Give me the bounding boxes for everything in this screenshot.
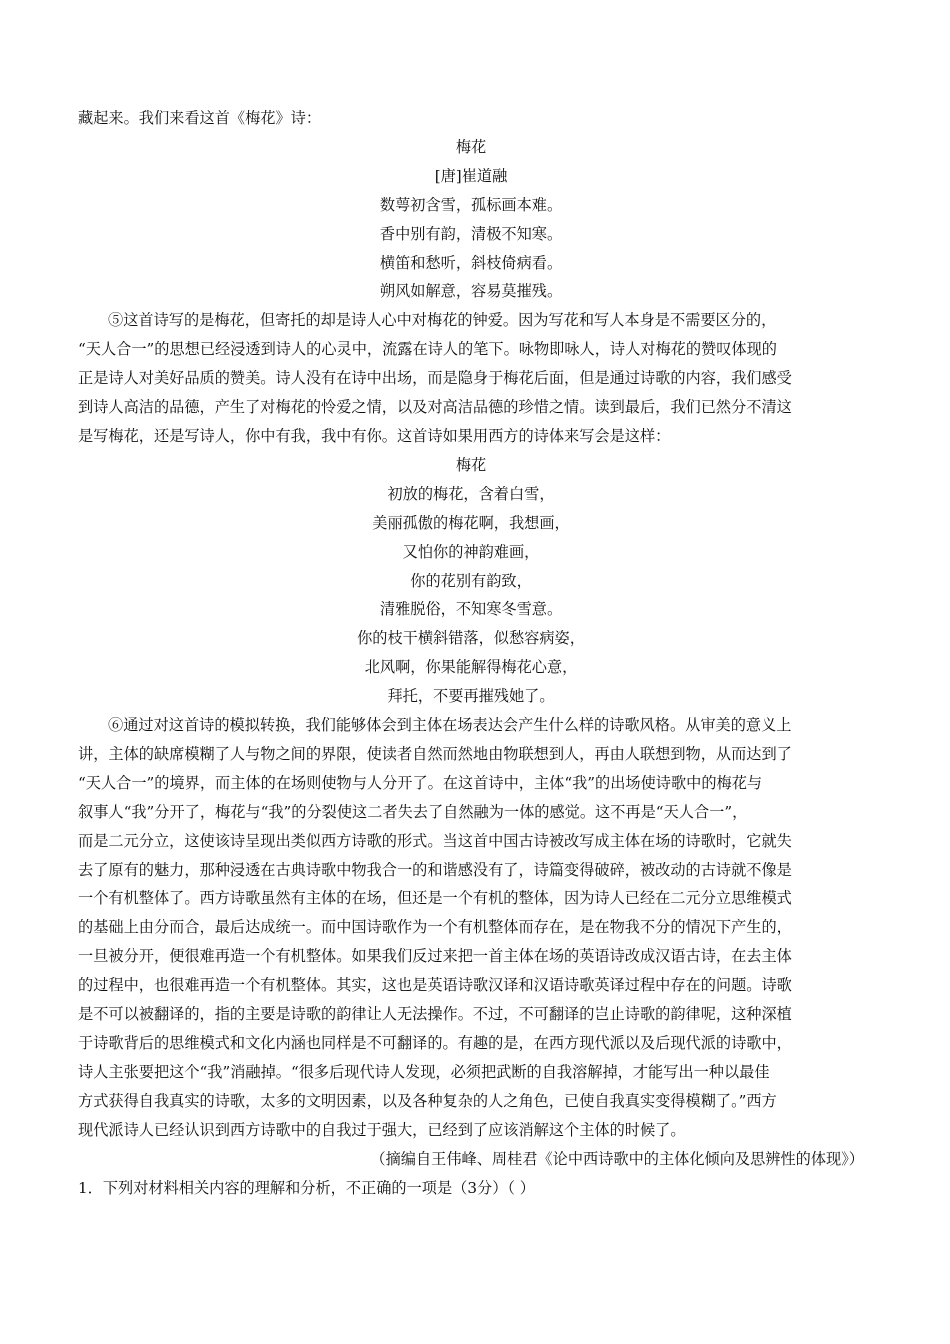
source-citation: （摘编自王伟峰、周桂君《论中西诗歌中的主体化倾向及思辨性的体现》） [370,1149,864,1168]
paragraph-line: 叙事人“我”分开了，梅花与“我”的分裂使这二者失去了自然融为一体的感觉。这不再是“天人合一”， [78,802,748,821]
poem-line: 数萼初含雪，孤标画本难。 [379,195,563,214]
poem-line: 香中别有韵，清极不知寒。 [379,224,563,243]
paragraph-line: 一旦被分开，便很难再造一个有机整体。如果我们反过来把一首主体在场的英语诗改成汉语古诗，在去主体 [78,947,792,966]
paragraph-line: 一个有机整体了。西方诗歌虽然有主体的在场，但还是一个有机的整体，因为诗人已经在二元分立思维模式 [78,889,792,908]
poem-line: 又怕你的神韵难画， [402,542,540,561]
paragraph-line: ⑤这首诗写的是梅花，但寄托的却是诗人心中对梅花的钟爱。因为写花和写人本身是不需要区分的， [108,311,777,330]
poem-classical [78,133,864,306]
poem-author: [唐]崔道融 [434,166,508,185]
paragraph-line: 正是诗人对美好品质的赞美。诗人没有在诗中出场，而是隐身于梅花后面，但是通过诗歌的内容，我们感受 [78,369,792,388]
paragraph-line: 是不可以被翻译的，指的主要是诗歌的韵律让人无法操作。不过，不可翻译的岂止诗歌的韵律呢，这种深植 [78,1005,792,1024]
document-page [78,104,864,1202]
poem-line: 初放的梅花，含着白雪， [387,484,555,503]
poem-line: 你的花别有韵致， [410,571,532,590]
paragraph-5 [78,306,864,451]
paragraph-line: 的过程中，也很难再造一个有机整体。其实，这也是英语诗歌汉译和汉语诗歌英译过程中存在的问题。诗歌 [78,976,792,995]
paragraph-line: ⑥通过对这首诗的模拟转换，我们能够体会到主体在场表达会产生什么样的诗歌风格。从审美的意义上 [108,716,792,735]
paragraph-line: 讲，主体的缺席模糊了人与物之间的界限，使读者自然而然地由物联想到人，再由人联想到物，从而达到了 [78,744,792,763]
paragraph-line: 现代派诗人已经认识到西方诗歌中的自我过于强大，已经到了应该消解这个主体的时候了。 [78,1120,686,1139]
paragraph-line: 的基础上由分而合，最后达成统一。而中国诗歌作为一个有机整体而存在，是在物我不分的情况下产生的， [78,918,792,937]
question-1: 1．下列对材料相关内容的理解和分析，不正确的一项是（3分）（ ） [78,1178,535,1197]
paragraph-line: 去了原有的魅力，那种浸透在古典诗歌中物我合一的和谐感没有了，诗篇变得破碎，被改动的古诗就不像是 [78,860,792,879]
paragraph-line: 到诗人高洁的品德，产生了对梅花的怜爱之情，以及对高洁品德的珍惜之情。读到最后，我们已然分不清这 [78,398,792,417]
poem-title: 梅花 [455,455,487,474]
poem-line: 横笛和愁听，斜枝倚病看。 [379,253,563,272]
intro-line: 藏起来。我们来看这首《梅花》诗： [78,109,321,127]
poem-line: 美丽孤傲的梅花啊，我想画， [372,513,570,532]
paragraph-line: 诗人主张要把这个“我”消融掉。“很多后现代诗人发现，必须把武断的自我溶解掉，才能写出一种以最佳 [78,1062,770,1081]
paragraph-line: 而是二元分立，这使该诗呈现出类似西方诗歌的形式。当这首中国古诗被改写成主体在场的诗歌时，它就失 [78,831,792,850]
paragraph-line: 方式获得自我真实的诗歌，太多的文明因素，以及各种复杂的人之角色，已使自我真实变得模糊了。”西方 [78,1091,777,1110]
poem-line: 你的枝干横斜错落，似愁容病姿， [357,629,585,648]
poem-line: 朔风如解意，容易莫摧残。 [379,282,563,301]
poem-title: 梅花 [455,137,487,156]
paragraph-6 [78,711,864,1145]
paragraph-line: “天人合一”的思想已经浸透到诗人的心灵中，流露在诗人的笔下。咏物即咏人，诗人对梅花的赞叹体现的 [78,340,777,359]
poem-line: 北风啊，你果能解得梅花心意， [364,658,578,677]
poem-line: 拜托，不要再摧残她了。 [387,687,555,706]
paragraph-line: 是写梅花，还是写诗人，你中有我，我中有你。这首诗如果用西方的诗体来写会是这样： [78,426,671,445]
paragraph-line: 于诗歌背后的思维模式和文化内涵也同样是不可翻译的。有趣的是，在西方现代派以及后现代派的诗歌中， [78,1034,792,1052]
paragraph-line: “天人合一”的境界，而主体的在场则使物与人分开了。在这首诗中，主体“我”的出场使诗歌中的梅花与 [78,773,763,792]
poem-line: 清雅脱俗，不知寒冬雪意。 [379,600,563,619]
poem-modern [78,451,864,711]
